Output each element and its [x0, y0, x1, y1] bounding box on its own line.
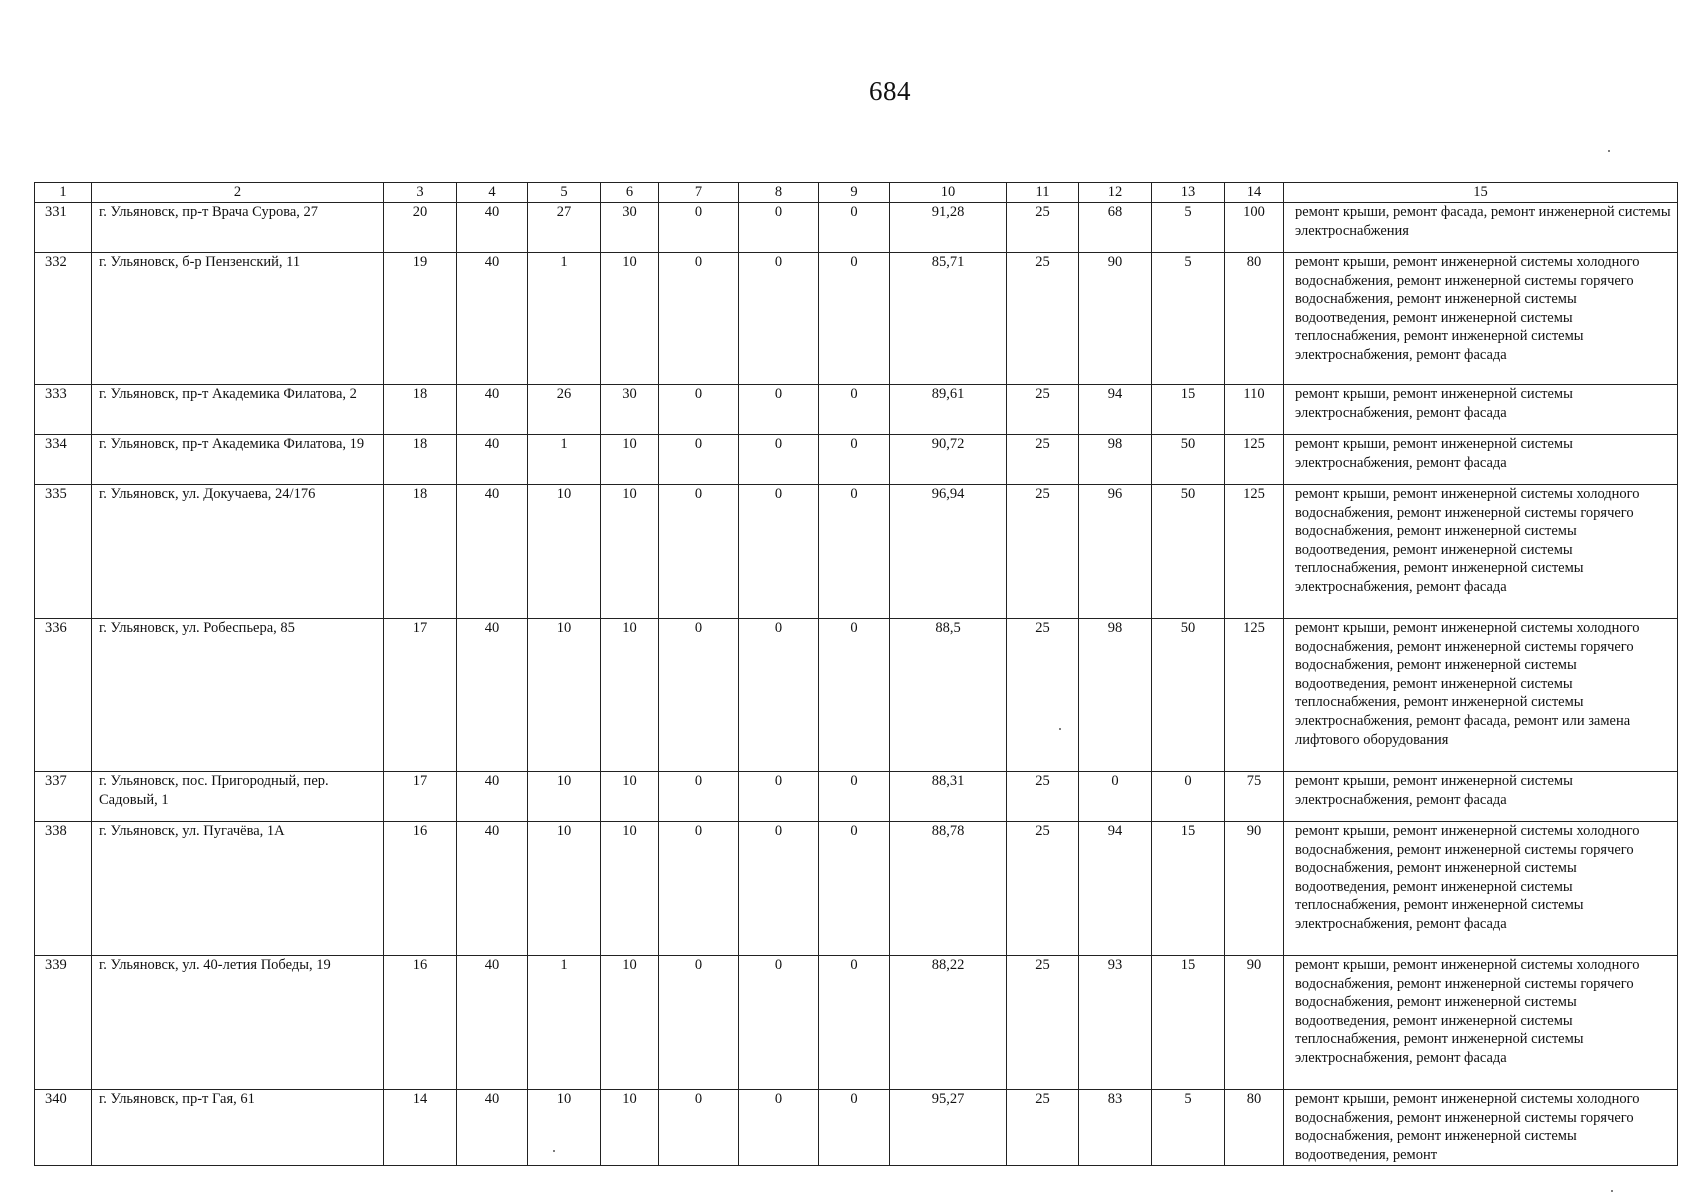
value-cell-7: 0: [659, 772, 739, 822]
value-cell-5: 26: [528, 385, 601, 435]
value-cell-8: 0: [739, 619, 819, 772]
value-cell-14: 90: [1225, 822, 1284, 956]
value-cell-14: 125: [1225, 619, 1284, 772]
column-header-12: 12: [1079, 183, 1152, 203]
value-cell-8: 0: [739, 822, 819, 956]
value-cell-3: 16: [384, 956, 457, 1090]
column-header-9: 9: [819, 183, 890, 203]
value-cell-9: 0: [819, 822, 890, 956]
value-cell-11: 25: [1007, 435, 1079, 485]
column-header-7: 7: [659, 183, 739, 203]
value-cell-10: 91,28: [890, 203, 1007, 253]
value-cell-7: 0: [659, 1090, 739, 1166]
table-row: [35, 435, 1678, 485]
value-cell-12: 96: [1079, 485, 1152, 619]
value-cell-6: 10: [601, 435, 659, 485]
column-header-8: 8: [739, 183, 819, 203]
value-cell-12: 68: [1079, 203, 1152, 253]
row-number: 338: [35, 822, 92, 956]
value-cell-11: 25: [1007, 772, 1079, 822]
works-list-cell: ремонт крыши, ремонт инженерной системы электроснабжения, ремонт фасада: [1284, 772, 1678, 822]
value-cell-11: 25: [1007, 253, 1079, 385]
column-header-10: 10: [890, 183, 1007, 203]
value-cell-13: 15: [1152, 956, 1225, 1090]
value-cell-3: 14: [384, 1090, 457, 1166]
value-cell-7: 0: [659, 485, 739, 619]
column-header-14: 14: [1225, 183, 1284, 203]
value-cell-9: 0: [819, 1090, 890, 1166]
value-cell-13: 50: [1152, 485, 1225, 619]
address-cell: г. Ульяновск, пр-т Академика Филатова, 2: [92, 385, 384, 435]
works-list-cell: ремонт крыши, ремонт инженерной системы холодного водоснабжения, ремонт инженерной системы горячего водоснабжения, ремонт инженерной системы водоотведения, ремонт инженерной системы теплоснабжения, ремонт инженерной системы электроснабжения, ремонт фасада: [1284, 485, 1678, 619]
value-cell-12: 98: [1079, 619, 1152, 772]
row-number: 340: [35, 1090, 92, 1166]
table-row: [35, 772, 1678, 822]
value-cell-11: 25: [1007, 619, 1079, 772]
value-cell-6: 10: [601, 956, 659, 1090]
table-row: [35, 203, 1678, 253]
value-cell-5: 10: [528, 772, 601, 822]
value-cell-12: 94: [1079, 822, 1152, 956]
column-header-5: 5: [528, 183, 601, 203]
value-cell-14: 125: [1225, 485, 1284, 619]
value-cell-13: 15: [1152, 385, 1225, 435]
value-cell-11: 25: [1007, 822, 1079, 956]
value-cell-4: 40: [457, 385, 528, 435]
column-number-row: [35, 183, 1678, 203]
scan-speck: [553, 1150, 555, 1152]
value-cell-7: 0: [659, 385, 739, 435]
value-cell-13: 15: [1152, 822, 1225, 956]
address-cell: г. Ульяновск, пр-т Врача Сурова, 27: [92, 203, 384, 253]
value-cell-7: 0: [659, 956, 739, 1090]
page-number: 684: [869, 76, 911, 106]
value-cell-14: 90: [1225, 956, 1284, 1090]
row-number: 332: [35, 253, 92, 385]
value-cell-10: 89,61: [890, 385, 1007, 435]
table-row: [35, 1090, 1678, 1166]
value-cell-7: 0: [659, 822, 739, 956]
column-header-11: 11: [1007, 183, 1079, 203]
value-cell-11: 25: [1007, 385, 1079, 435]
value-cell-5: 10: [528, 619, 601, 772]
value-cell-3: 19: [384, 253, 457, 385]
value-cell-14: 80: [1225, 253, 1284, 385]
row-number: 337: [35, 772, 92, 822]
value-cell-10: 88,31: [890, 772, 1007, 822]
value-cell-12: 0: [1079, 772, 1152, 822]
column-header-3: 3: [384, 183, 457, 203]
value-cell-3: 17: [384, 772, 457, 822]
address-cell: г. Ульяновск, пр-т Академика Филатова, 19: [92, 435, 384, 485]
value-cell-4: 40: [457, 1090, 528, 1166]
value-cell-11: 25: [1007, 203, 1079, 253]
table-container: [34, 182, 1678, 1166]
value-cell-13: 5: [1152, 1090, 1225, 1166]
address-cell: г. Ульяновск, б-р Пензенский, 11: [92, 253, 384, 385]
value-cell-9: 0: [819, 485, 890, 619]
works-list-cell: ремонт крыши, ремонт инженерной системы холодного водоснабжения, ремонт инженерной системы горячего водоснабжения, ремонт инженерной системы водоотведения, ремонт инженерной системы теплоснабжения, ремонт инженерной системы электроснабжения, ремонт фасада: [1284, 253, 1678, 385]
value-cell-3: 18: [384, 485, 457, 619]
value-cell-5: 1: [528, 435, 601, 485]
row-number: 331: [35, 203, 92, 253]
value-cell-5: 10: [528, 485, 601, 619]
value-cell-13: 0: [1152, 772, 1225, 822]
value-cell-4: 40: [457, 772, 528, 822]
works-list-cell: ремонт крыши, ремонт инженерной системы холодного водоснабжения, ремонт инженерной системы горячего водоснабжения, ремонт инженерной системы водоотведения, ремонт инженерной системы теплоснабжения, ремонт инженерной системы электроснабжения, ремонт фасада: [1284, 956, 1678, 1090]
address-cell: г. Ульяновск, ул. Докучаева, 24/176: [92, 485, 384, 619]
value-cell-9: 0: [819, 619, 890, 772]
row-number: 333: [35, 385, 92, 435]
address-cell: г. Ульяновск, ул. Пугачёва, 1А: [92, 822, 384, 956]
value-cell-3: 18: [384, 435, 457, 485]
address-cell: г. Ульяновск, ул. Робеспьера, 85: [92, 619, 384, 772]
value-cell-8: 0: [739, 435, 819, 485]
value-cell-14: 125: [1225, 435, 1284, 485]
column-header-15: 15: [1284, 183, 1678, 203]
value-cell-10: 95,27: [890, 1090, 1007, 1166]
column-header-4: 4: [457, 183, 528, 203]
value-cell-11: 25: [1007, 1090, 1079, 1166]
value-cell-7: 0: [659, 619, 739, 772]
value-cell-4: 40: [457, 485, 528, 619]
row-number: 335: [35, 485, 92, 619]
column-header-2: 2: [92, 183, 384, 203]
value-cell-6: 30: [601, 203, 659, 253]
value-cell-5: 10: [528, 822, 601, 956]
value-cell-12: 98: [1079, 435, 1152, 485]
value-cell-5: 10: [528, 1090, 601, 1166]
value-cell-3: 16: [384, 822, 457, 956]
value-cell-4: 40: [457, 435, 528, 485]
column-header-1: 1: [35, 183, 92, 203]
value-cell-8: 0: [739, 956, 819, 1090]
value-cell-6: 10: [601, 772, 659, 822]
value-cell-6: 10: [601, 822, 659, 956]
row-number: 336: [35, 619, 92, 772]
value-cell-12: 94: [1079, 385, 1152, 435]
value-cell-5: 1: [528, 956, 601, 1090]
value-cell-3: 20: [384, 203, 457, 253]
table-row: [35, 385, 1678, 435]
value-cell-4: 40: [457, 253, 528, 385]
address-cell: г. Ульяновск, пос. Пригородный, пер. Садовый, 1: [92, 772, 384, 822]
value-cell-11: 25: [1007, 485, 1079, 619]
value-cell-13: 5: [1152, 253, 1225, 385]
value-cell-8: 0: [739, 485, 819, 619]
address-cell: г. Ульяновск, ул. 40-летия Победы, 19: [92, 956, 384, 1090]
value-cell-13: 50: [1152, 435, 1225, 485]
works-list-cell: ремонт крыши, ремонт инженерной системы холодного водоснабжения, ремонт инженерной системы горячего водоснабжения, ремонт инженерной системы водоотведения, ремонт инженерной системы теплоснабжения, ремонт инженерной системы электроснабжения, ремонт фасада: [1284, 822, 1678, 956]
value-cell-5: 1: [528, 253, 601, 385]
value-cell-9: 0: [819, 203, 890, 253]
value-cell-7: 0: [659, 435, 739, 485]
value-cell-6: 10: [601, 1090, 659, 1166]
table-row: [35, 253, 1678, 385]
value-cell-7: 0: [659, 203, 739, 253]
value-cell-8: 0: [739, 1090, 819, 1166]
value-cell-12: 90: [1079, 253, 1152, 385]
value-cell-10: 96,94: [890, 485, 1007, 619]
value-cell-10: 88,22: [890, 956, 1007, 1090]
value-cell-4: 40: [457, 203, 528, 253]
value-cell-7: 0: [659, 253, 739, 385]
value-cell-8: 0: [739, 203, 819, 253]
table-row: [35, 619, 1678, 772]
value-cell-9: 0: [819, 385, 890, 435]
value-cell-6: 10: [601, 619, 659, 772]
value-cell-9: 0: [819, 956, 890, 1090]
value-cell-4: 40: [457, 822, 528, 956]
row-number: 339: [35, 956, 92, 1090]
value-cell-8: 0: [739, 253, 819, 385]
value-cell-12: 83: [1079, 1090, 1152, 1166]
column-header-6: 6: [601, 183, 659, 203]
value-cell-9: 0: [819, 253, 890, 385]
table-body: [35, 183, 1678, 1166]
scan-speck: [1608, 150, 1610, 152]
works-list-cell: ремонт крыши, ремонт инженерной системы холодного водоснабжения, ремонт инженерной системы горячего водоснабжения, ремонт инженерной системы водоотведения, ремонт инженерной системы теплоснабжения, ремонт инженерной системы электроснабжения, ремонт фасада, ремонт или замена лифтового оборудования: [1284, 619, 1678, 772]
scan-speck: [1611, 1190, 1613, 1192]
scan-speck: [1059, 728, 1061, 730]
repair-program-table: [34, 182, 1678, 1166]
column-header-13: 13: [1152, 183, 1225, 203]
value-cell-13: 50: [1152, 619, 1225, 772]
value-cell-6: 10: [601, 485, 659, 619]
works-list-cell: ремонт крыши, ремонт инженерной системы электроснабжения, ремонт фасада: [1284, 435, 1678, 485]
value-cell-12: 93: [1079, 956, 1152, 1090]
value-cell-8: 0: [739, 772, 819, 822]
value-cell-10: 85,71: [890, 253, 1007, 385]
works-list-cell: ремонт крыши, ремонт фасада, ремонт инженерной системы электроснабжения: [1284, 203, 1678, 253]
value-cell-6: 30: [601, 385, 659, 435]
value-cell-3: 18: [384, 385, 457, 435]
value-cell-4: 40: [457, 619, 528, 772]
value-cell-14: 100: [1225, 203, 1284, 253]
value-cell-4: 40: [457, 956, 528, 1090]
value-cell-10: 90,72: [890, 435, 1007, 485]
value-cell-9: 0: [819, 772, 890, 822]
value-cell-8: 0: [739, 385, 819, 435]
value-cell-11: 25: [1007, 956, 1079, 1090]
value-cell-14: 75: [1225, 772, 1284, 822]
value-cell-14: 80: [1225, 1090, 1284, 1166]
row-number: 334: [35, 435, 92, 485]
works-list-cell: ремонт крыши, ремонт инженерной системы холодного водоснабжения, ремонт инженерной системы горячего водоснабжения, ремонт инженерной системы водоотведения, ремонт: [1284, 1090, 1678, 1166]
value-cell-6: 10: [601, 253, 659, 385]
works-list-cell: ремонт крыши, ремонт инженерной системы электроснабжения, ремонт фасада: [1284, 385, 1678, 435]
value-cell-3: 17: [384, 619, 457, 772]
table-row: [35, 485, 1678, 619]
value-cell-10: 88,78: [890, 822, 1007, 956]
table-row: [35, 822, 1678, 956]
value-cell-14: 110: [1225, 385, 1284, 435]
value-cell-13: 5: [1152, 203, 1225, 253]
address-cell: г. Ульяновск, пр-т Гая, 61: [92, 1090, 384, 1166]
value-cell-10: 88,5: [890, 619, 1007, 772]
value-cell-5: 27: [528, 203, 601, 253]
table-row: [35, 956, 1678, 1090]
value-cell-9: 0: [819, 435, 890, 485]
